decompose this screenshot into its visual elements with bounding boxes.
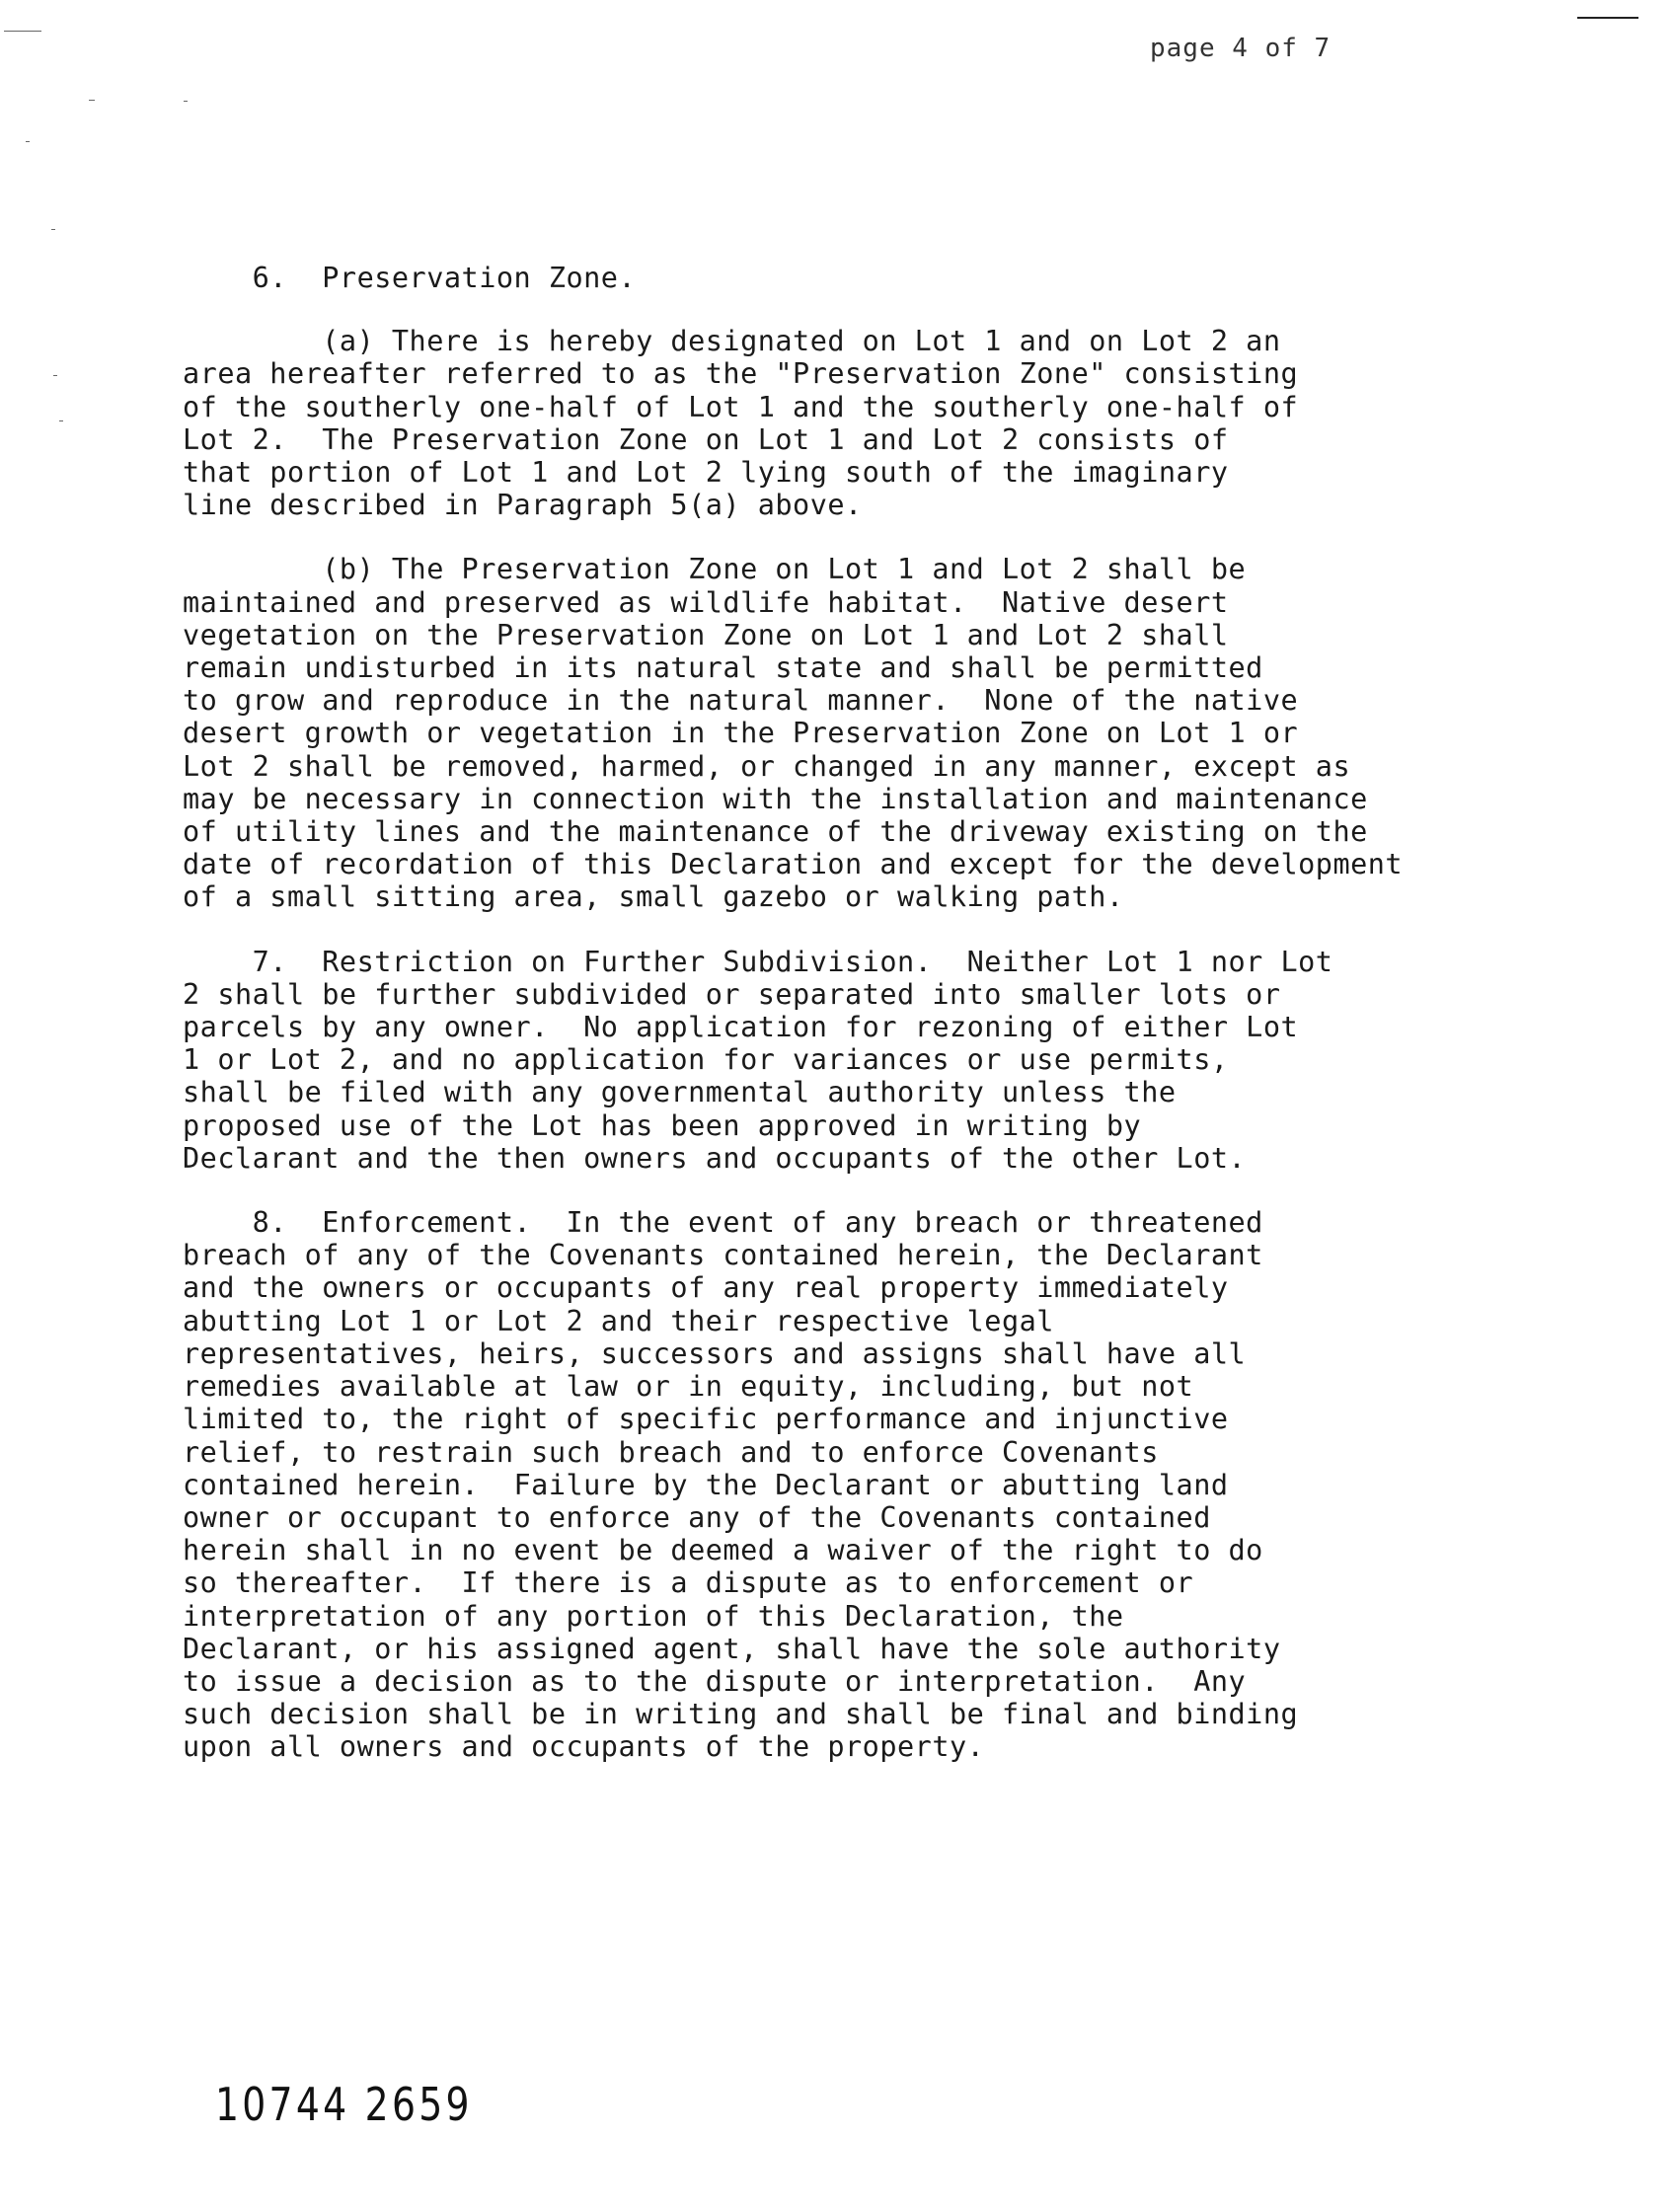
text-line: such decision shall be in writing and shall be final and binding [183,1698,1299,1731]
text-line: vegetation on the Preservation Zone on Lot 1 and Lot 2 shall [183,618,1229,651]
scan-speck [53,375,57,376]
text-line: proposed use of the Lot has been approved in writing by [183,1108,1142,1142]
text-line: shall be filed with any governmental authority unless the [183,1076,1177,1109]
recording-number: 10744 2659 [215,2078,473,2131]
text-line: representatives, heirs, successors and assigns shall have all [183,1336,1247,1370]
text-line: (a) There is hereby designated on Lot 1 and on Lot 2 an [183,325,1281,358]
text-line: area hereafter referred to as the "Preservation Zone" consisting [183,357,1299,391]
text-line: Declarant, or his assigned agent, shall have the sole authority [183,1632,1281,1665]
section-para-6a [183,325,1584,521]
corner-rule [1577,17,1638,19]
text-line: 7. Restriction on Further Subdivision. Neither Lot 1 nor Lot [183,945,1333,978]
text-line: date of recordation of this Declaration and except for the development [183,848,1404,881]
text-line: maintained and preserved as wildlife habitat. Native desert [183,585,1229,619]
section-para-6b [183,553,1584,913]
text-line: 6. Preservation Zone. [183,262,637,294]
text-line: to issue a decision as to the dispute or interpretation. Any [183,1664,1247,1698]
section-heading-6 [183,262,1584,294]
text-line: remain undisturbed in its natural state and shall be permitted [183,651,1263,685]
text-line: herein shall in no event be deemed a waiver of the right to do [183,1534,1263,1567]
text-line: 1 or Lot 2, and no application for variances or use permits, [183,1043,1229,1077]
scan-speck [89,100,95,101]
section-para-8 [183,1206,1584,1763]
scan-speck [26,141,30,142]
text-line: remedies available at law or in equity, including, but not [183,1370,1194,1404]
text-line: 2 shall be further subdivided or separated into smaller lots or [183,977,1281,1011]
scan-speck [184,101,188,102]
text-line: Declarant and the then owners and occupants of the other Lot. [183,1141,1247,1175]
text-line: that portion of Lot 1 and Lot 2 lying south of the imaginary [183,456,1229,490]
text-line: Lot 2. The Preservation Zone on Lot 1 and Lot 2 consists of [183,422,1229,456]
document-body [183,262,1584,1795]
text-line: limited to, the right of specific performance and injunctive [183,1403,1229,1436]
text-line: may be necessary in connection with the installation and maintenance [183,782,1368,815]
scan-speck [59,420,63,421]
text-line: relief, to restrain such breach and to enforce Covenants [183,1435,1159,1469]
text-line: and the owners or occupants of any real property immediately [183,1271,1229,1305]
text-line: parcels by any owner. No application for rezoning of either Lot [183,1011,1299,1044]
text-line: upon all owners and occupants of the property. [183,1730,985,1764]
text-line: breach of any of the Covenants contained herein, the Declarant [183,1239,1263,1272]
text-line: contained herein. Failure by the Declarant or abutting land [183,1468,1229,1501]
text-line: of the southerly one-half of Lot 1 and the southerly one-half of [183,390,1299,423]
text-line: so thereafter. If there is a dispute as to enforcement or [183,1566,1194,1600]
text-line: desert growth or vegetation in the Preservation Zone on Lot 1 or [183,717,1299,750]
text-line: interpretation of any portion of this Declaration, the [183,1599,1124,1633]
scan-speck [4,31,41,32]
text-line: to grow and reproduce in the natural manner. None of the native [183,684,1299,718]
text-line: line described in Paragraph 5(a) above. [183,489,863,522]
text-line: of utility lines and the maintenance of the driveway existing on the [183,815,1368,849]
text-line: abutting Lot 1 or Lot 2 and their respective legal [183,1304,1054,1337]
text-line: Lot 2 shall be removed, harmed, or changed in any manner, except as [183,749,1351,783]
scan-speck [51,229,55,230]
text-line: of a small sitting area, small gazebo or walking path. [183,880,1124,914]
page-number: page 4 of 7 [1150,34,1332,63]
section-para-7 [183,946,1584,1175]
text-line: (b) The Preservation Zone on Lot 1 and Lot 2 shall be [183,553,1247,586]
text-line: 8. Enforcement. In the event of any breach or threatened [183,1206,1263,1240]
text-line: owner or occupant to enforce any of the Covenants contained [183,1500,1211,1534]
